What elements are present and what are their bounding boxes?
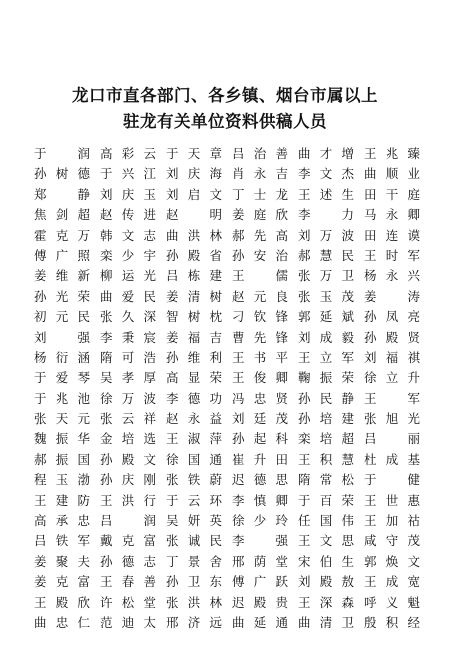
contributor-name: 刘 殿 敖	[298, 574, 354, 590]
name-row	[34, 450, 420, 470]
contributor-name: 姜 庭 欣	[232, 207, 288, 223]
contributor-name: 姜 清 树	[166, 288, 222, 304]
contributor-name: 于 百 荣	[298, 492, 354, 508]
contributor-name: 崔 升 田	[232, 451, 288, 467]
contributor-name: 孙 维 利	[166, 349, 222, 365]
contributor-name: 吴 妍 英	[166, 513, 222, 529]
name-row	[34, 552, 420, 572]
contributor-name: 赵 永 益	[166, 411, 222, 427]
contributor-name: 王 淑 萍	[166, 431, 222, 447]
name-row	[34, 409, 420, 429]
contributor-name: 傅 广 照	[34, 247, 90, 263]
contributor-name: 徐 少 玲	[232, 513, 288, 529]
contributor-name: 孙 民 静	[298, 390, 354, 406]
contributor-name: 邢 济 远	[166, 614, 222, 630]
name-row	[34, 531, 420, 551]
contributor-name: 韩 文 志	[100, 227, 156, 243]
contributor-name: 郝 先 高	[232, 227, 288, 243]
contributor-name: 栾 培 超	[298, 431, 354, 447]
contributor-name: 徐 国 通	[166, 451, 222, 467]
contributor-name: 王 兆 臻	[364, 146, 420, 161]
contributor-name: 傅 广 跃	[232, 574, 288, 590]
name-row	[34, 226, 420, 246]
name-row	[34, 144, 420, 164]
name-row	[34, 491, 420, 511]
contributor-name: 于 云 环	[166, 492, 222, 508]
contributor-name: 刘 万 波	[298, 227, 354, 243]
contributor-name: 于 兴 江	[100, 166, 156, 182]
name-row	[34, 266, 420, 286]
contributor-name: 杨 衍 涵	[34, 349, 90, 365]
contributor-name: 张 万 卫	[298, 268, 354, 284]
name-row	[34, 368, 420, 388]
contributor-name: 杜 成 基	[364, 451, 420, 467]
contributor-name: 任 国 伟	[298, 513, 354, 529]
contributor-name: 李 力	[298, 207, 354, 223]
contributor-name: 张 铁 蔚	[166, 472, 222, 488]
contributor-name: 田 干 庭	[364, 186, 420, 202]
contributor-name: 孙 卫 东	[166, 574, 222, 590]
contributor-name: 王 春 善	[100, 574, 156, 590]
contributor-name: 张 诚 民	[166, 533, 222, 549]
contributor-name: 柳 运 光	[100, 268, 156, 284]
contributor-name: 王 成 宽	[364, 574, 420, 590]
contributor-name: 田 连 谟	[364, 227, 420, 243]
contributor-name: 刘 福 祺	[364, 349, 420, 365]
name-row	[34, 572, 420, 592]
contributor-name: 刘 廷 茂	[232, 411, 288, 427]
contributor-name: 王 洪 行	[100, 492, 156, 508]
contributor-name: 孙 殿 省	[166, 247, 222, 263]
contributor-name: 李 德 功	[166, 390, 222, 406]
name-row	[34, 429, 420, 449]
contributor-name: 焦 剑 超	[34, 207, 90, 223]
contributor-name: 孙 起 科	[232, 431, 288, 447]
name-row	[34, 205, 420, 225]
contributor-name: 郭 焕 文	[364, 553, 420, 569]
contributor-name: 徐 万 波	[100, 390, 156, 406]
contributor-name: 肖 永 吉	[232, 166, 288, 182]
contributor-name: 孙 安 治	[232, 247, 288, 263]
name-row	[34, 287, 420, 307]
contributor-name: 范 迪 太	[100, 614, 156, 630]
contributor-name: 王 述 生	[298, 186, 354, 202]
name-row	[34, 185, 420, 205]
contributor-name: 于 爱 琴	[34, 370, 90, 386]
contributor-name: 丁 景 舍	[166, 553, 222, 569]
contributor-name: 冯 忠 贤	[232, 390, 288, 406]
contributor-name-list	[34, 144, 420, 633]
name-row	[34, 246, 420, 266]
contributor-name: 李 文 杰	[298, 166, 354, 182]
contributor-name: 王 俊 卿	[232, 370, 288, 386]
contributor-name: 李 慎 卿	[232, 492, 288, 508]
contributor-name: 吕 铁 军	[34, 533, 90, 549]
contributor-name: 金 培 选	[100, 431, 156, 447]
contributor-name: 于 健	[364, 472, 420, 488]
contributor-name: 王 文 思	[298, 533, 354, 549]
document-title-line-2: 驻龙有关单位资料供稿人员	[123, 112, 327, 131]
contributor-name: 王 深 森	[298, 594, 354, 610]
contributor-name: 丁 士 龙	[232, 186, 288, 202]
contributor-name: 曲 才 增	[298, 146, 354, 161]
contributor-name: 呼 义 魁	[364, 594, 420, 610]
contributor-name: 高 承 忠	[34, 513, 90, 529]
contributor-name: 隋 可 浩	[100, 349, 156, 365]
contributor-name: 王 殿 欣	[34, 594, 90, 610]
contributor-name: 王 积 慧	[298, 451, 354, 467]
contributor-name: 孙 凤 亮	[364, 309, 420, 325]
contributor-name: 吕 治 善	[232, 146, 288, 161]
contributor-name: 栾 少 宇	[100, 247, 156, 263]
contributor-name: 霍 克 万	[34, 227, 90, 243]
contributor-name: 张 天 元	[34, 411, 90, 427]
contributor-name: 王 立 军	[298, 349, 354, 365]
contributor-name: 曲 顺 业	[364, 166, 420, 182]
contributor-name: 于 润	[34, 146, 90, 161]
contributor-name: 王 加 祜	[364, 513, 420, 529]
contributor-name: 姜 聚 夫	[34, 553, 90, 569]
contributor-name: 王 建 防	[34, 492, 90, 508]
contributor-name: 高 显 荣	[166, 370, 222, 386]
contributor-name: 迟 德 思	[232, 472, 288, 488]
contributor-name: 刘 成 毅	[298, 329, 354, 345]
name-row	[34, 470, 420, 490]
contributor-name: 曲 清 卫	[298, 614, 354, 630]
contributor-name: 宋 伯 生	[298, 553, 354, 569]
contributor-name: 吕 润	[100, 513, 156, 529]
contributor-name: 刁 钦 锋	[232, 309, 288, 325]
contributor-name: 郑 静	[34, 186, 90, 202]
contributor-name: 刘 启 文	[166, 186, 222, 202]
contributor-name: 姜 克 富	[34, 574, 90, 590]
contributor-name: 鞠 振 荣	[298, 370, 354, 386]
contributor-name: 高 彩 云	[100, 146, 156, 161]
contributor-name: 姜 维 新	[34, 268, 90, 284]
contributor-name: 吕 丽	[364, 431, 420, 447]
document-title-line-1: 龙口市直各部门、各乡镇、烟台市属以上	[72, 86, 378, 105]
contributor-name: 张 玉 茂	[298, 288, 354, 304]
contributor-name: 孙 培 建	[298, 411, 354, 427]
contributor-name: 曹 先 锋	[232, 329, 288, 345]
contributor-name: 张 久 深	[100, 309, 156, 325]
contributor-name: 李 强	[232, 533, 288, 549]
name-row	[34, 164, 420, 184]
contributor-name: 殷 积 经	[364, 614, 420, 630]
contributor-name: 孙 殿 文	[100, 451, 156, 467]
contributor-name: 孙 庆 刚	[100, 472, 156, 488]
contributor-name: 赵 元 良	[232, 288, 288, 304]
name-row	[34, 307, 420, 327]
contributor-name: 王 儒	[232, 268, 288, 284]
contributor-name: 孙 德 志	[100, 553, 156, 569]
contributor-name: 于 兆 池	[34, 390, 90, 406]
contributor-name: 孙 殿 贤	[364, 329, 420, 345]
contributor-name: 吕 栋 建	[166, 268, 222, 284]
contributor-name: 张 旭 光	[364, 411, 420, 427]
contributor-name: 赵 传 进	[100, 207, 156, 223]
contributor-name: 徐 立 升	[364, 370, 420, 386]
contributor-name: 马 永 卿	[364, 207, 420, 223]
contributor-name: 王 时 军	[364, 247, 420, 263]
name-row	[34, 613, 420, 633]
contributor-name: 王 书 平	[232, 349, 288, 365]
contributor-name: 吴 孝 厚	[100, 370, 156, 386]
contributor-name: 孙 树 德	[34, 166, 90, 182]
contributor-name: 郝 振 国	[34, 451, 90, 467]
contributor-name: 戴 克 富	[100, 533, 156, 549]
contributor-name: 孙 光 荣	[34, 288, 90, 304]
contributor-name: 杨 永 兴	[364, 268, 420, 284]
name-row	[34, 328, 420, 348]
contributor-name: 姜 福 吉	[166, 329, 222, 345]
name-row	[34, 389, 420, 409]
contributor-name: 曲 洪 林	[166, 227, 222, 243]
contributor-name: 刘 强	[34, 329, 90, 345]
contributor-name: 曲 爱 民	[100, 288, 156, 304]
contributor-name: 张 洪 林	[166, 594, 222, 610]
contributor-name: 张 云 祥	[100, 411, 156, 427]
contributor-name: 隋 常 松	[298, 472, 354, 488]
contributor-name: 郝 慧 民	[298, 247, 354, 263]
name-row	[34, 348, 420, 368]
contributor-name: 赵 明	[166, 207, 222, 223]
contributor-name: 王 军	[364, 390, 420, 406]
contributor-name: 曲 忠 仁	[34, 614, 90, 630]
contributor-name: 于 天 章	[166, 146, 222, 161]
contributor-name: 魏 振 华	[34, 431, 90, 447]
contributor-name: 刘 庆 海	[166, 166, 222, 182]
contributor-name: 迟 殿 贵	[232, 594, 288, 610]
name-row	[34, 511, 420, 531]
contributor-name: 初 元 民	[34, 309, 90, 325]
contributor-name: 李 秉 宸	[100, 329, 156, 345]
name-row	[34, 593, 420, 613]
contributor-name: 咸 守 茂	[364, 533, 420, 549]
contributor-name: 程 玉 渤	[34, 472, 90, 488]
contributor-name: 姜 涛	[364, 288, 420, 304]
contributor-name: 邢 荫 堂	[232, 553, 288, 569]
contributor-name: 刘 庆 玉	[100, 186, 156, 202]
contributor-name: 许 松 堂	[100, 594, 156, 610]
contributor-name: 王 世 惠	[364, 492, 420, 508]
contributor-name: 郭 延 斌	[298, 309, 354, 325]
contributor-name: 智 树 枕	[166, 309, 222, 325]
contributor-name: 曲 延 通	[232, 614, 288, 630]
